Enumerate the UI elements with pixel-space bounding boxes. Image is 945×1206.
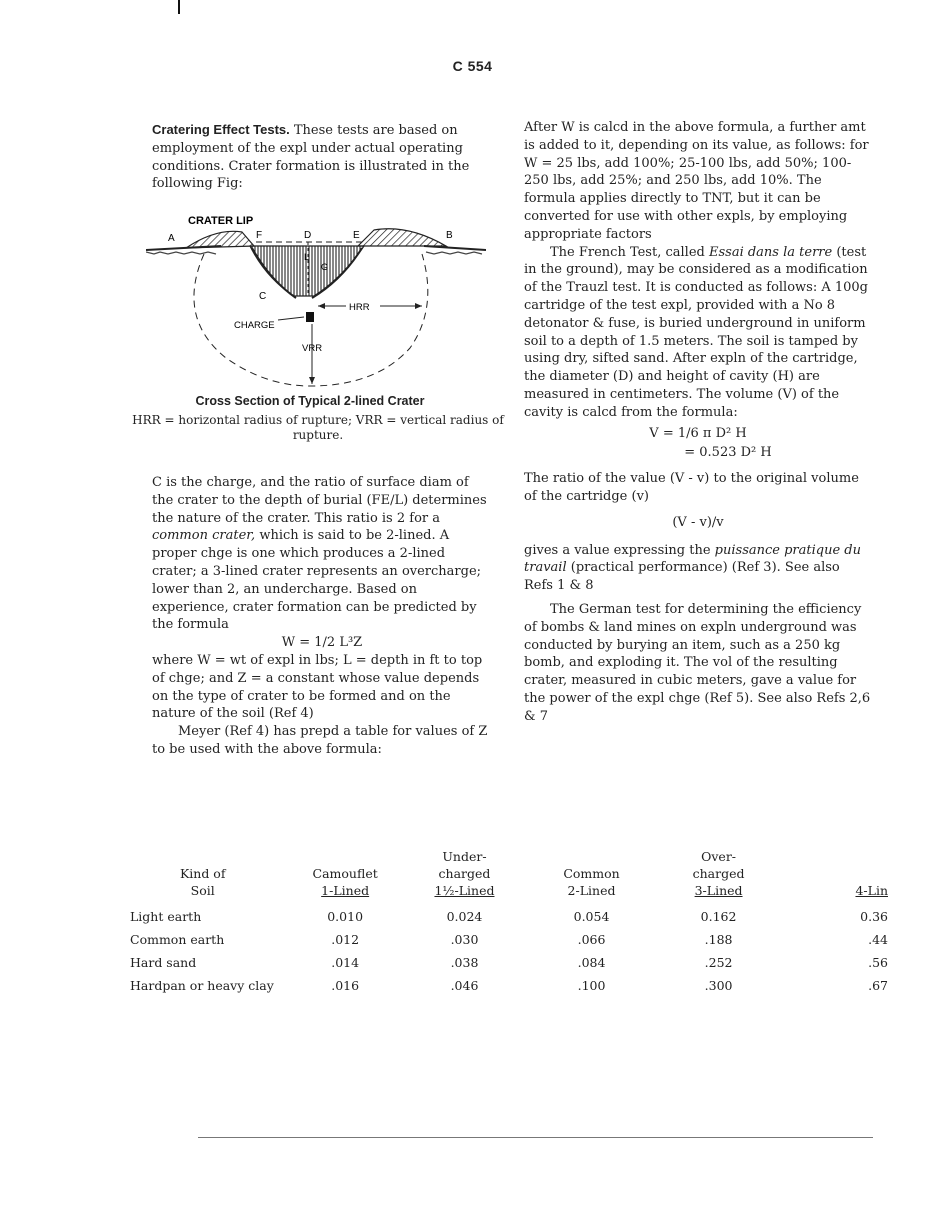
header-line-top [287,848,403,865]
header-line-top: Under- [442,849,487,864]
soil-kind-cell: Light earth [130,909,202,924]
z-value-cell: .038 [450,955,479,970]
label-g: G [321,262,329,272]
para-german: The German test for determining the efficiency of bombs & land mines on expln underground was conducted by burying an item, such as a 250 kg bomb, and exploding it. The vol of the resulting crater, measured in cubic meters, gave a value for the power of the expl chge (Ref 5). See also Refs 2,6 & 7 [524,601,871,724]
right-column [524,119,872,726]
label-b: B [446,230,453,241]
z-value-cell: .046 [450,978,479,993]
label-hrr: HRR [349,302,370,313]
header-sublabel: 1-Lined [321,883,370,898]
header-line-bot [403,882,526,899]
vrr-arrowhead [309,377,315,384]
header-sublabel: 1½-Lined [434,883,495,898]
header-line-top [526,848,657,865]
z-value-cell: .066 [577,932,606,947]
z-value-cell: .030 [450,932,479,947]
gives-term: puissance pratique du travail [524,542,861,576]
header-line-top: Over- [701,849,737,864]
bottom-rule [198,1137,873,1138]
header-line-bot [780,882,888,899]
z-value-cell: .300 [704,978,733,993]
column-header [526,848,657,905]
column-header [657,848,780,905]
label-f: F [256,230,263,241]
table-row [118,974,888,997]
figure-caption: Cross Section of Typical 2-lined Crater [195,394,425,408]
header-line-bot [526,882,657,899]
intro-paragraph [152,121,492,193]
para-after: After W is calcd in the above formula, a further amt is added to it, depending on its value, as follows: for W = 25 lbs, add 100%; 25-100 lbs, add 50%; 100-250 lbs, add 25%; and 250 lbs, add 10%. The formula applies directly to TNT, but it can be converted for use with other expls, by employing appropriate factors [524,120,869,242]
header-line-bot [118,882,287,899]
z-value-cell: 0.010 [327,909,364,924]
header-sublabel: 2-Lined [567,883,616,898]
table-row [118,905,888,928]
z-value-cell: .252 [704,955,733,970]
formula-v2: = 0.523 D² H [684,445,772,461]
soil-kind-cell: Common earth [130,932,225,947]
column-header [287,848,403,905]
header-line-mid [780,865,888,882]
header-line-mid: Kind of [179,866,226,881]
label-c: C [259,291,267,302]
header-sublabel: 4-Lin [855,883,888,898]
gives-a: gives a value expressing the [524,542,711,558]
header-line-bot [287,882,403,899]
z-value-cell: 0.024 [446,909,483,924]
label-vrr: VRR [302,343,323,354]
crater-lip-label: CRATER LIP [188,215,254,227]
header-line-mid: charged [438,866,491,881]
top-margin-mark [178,0,180,14]
z-value-cell: .100 [577,978,606,993]
gives-b: (practical performance) (Ref 3). See also Refs 1 & 8 [524,560,840,594]
formula-w: W = 1/2 L³Z [281,635,363,651]
label-e: E [353,230,360,241]
soil-kind-cell: Hardpan or heavy clay [130,978,274,993]
z-value-cell: .67 [868,978,888,993]
table-row [118,951,888,974]
formula-v1: V = 1/6 π D² H [649,425,747,441]
left-body [152,474,492,759]
header-sublabel: 3-Lined [694,883,743,898]
z-value-cell: .016 [331,978,360,993]
formula-ratio: (V - v)/v [672,514,724,530]
figure-legend: HRR = horizontal radius of rupture; VRR = vertical radius of rupture. [132,413,504,442]
z-value-cell: 0.162 [700,909,737,924]
table-row [118,928,888,951]
page-number: C 554 [452,58,493,74]
header-sublabel: Soil [190,883,215,898]
z-values-table [118,848,888,997]
z-value-cell: .44 [868,932,888,947]
z-value-cell: .188 [704,932,733,947]
para-ratio: The ratio of the value (V - v) to the original volume of the cartridge (v) [524,471,859,504]
z-value-cell: .56 [868,955,888,970]
para-c: C is the charge, and the ratio of surface diam of the crater to the depth of burial (FE/L) determines the nature of the crater. This ratio is 2 for a [152,475,487,526]
soil-kind-cell: Hard sand [130,955,197,970]
para-c-rest: which is said to be 2-lined. A proper chge is one which produces a 2-lined crater; a 3-lined crater represents an overcharge; lower than 2, an undercharge. Based on experience, crater formation can be predicted by the formula [152,528,482,633]
crater-cross-section-figure [146,208,486,393]
french-term: Essai dans la terre [708,244,833,260]
section-heading: Cratering Effect Tests. [152,122,290,137]
charge-mark [306,312,314,322]
para-meyer: Meyer (Ref 4) has prepd a table for values of Z to be used with the above formula: [152,724,488,757]
para-where: where W = wt of expl in lbs; L = depth in ft to top of chge; and Z = a constant whose value depends on the type of crater to be formed and on the nature of the soil (Ref 4) [152,652,483,722]
table-header-row [118,848,888,905]
french-a: The French Test, called [550,244,705,260]
z-value-cell: .084 [577,955,606,970]
french-b: (test in the ground), may be considered as a modification of the Trauzl test. It is conducted as follows: A 100g cartridge of the test expl, provided with a No 8 detonator & fuse, is buried underground in uniform soil to a depth of 1.5 meters. The soil is tamped by using dry, sifted sand. After expln of the cartridge, the diameter (D) and height of cavity (H) are measured in centimeters. The volume (V) of the cavity is calcd from the formula: [524,244,868,420]
column-header [403,848,526,905]
header-line-mid: Camouflet [312,866,378,881]
header-line-bot [657,882,780,899]
common-crater-term: common crater, [152,528,256,544]
header-line-top [118,848,287,865]
z-value-cell: .012 [331,932,360,947]
charge-pointer [278,317,304,320]
table-body [118,905,888,997]
z-value-cell: 0.36 [860,909,888,924]
right-crater-lip [358,229,446,246]
z-value-cell: 0.054 [573,909,610,924]
column-header [118,848,287,905]
left-crater-lip [186,231,254,248]
header-line-mid: charged [692,866,745,881]
z-value-cell: .014 [331,955,360,970]
label-charge: CHARGE [234,320,275,331]
intro-text: These tests are based on employment of the expl under actual operating conditions. Crater formation is illustrated in the following Fig: [152,123,470,192]
header-line-mid: Common [563,866,620,881]
label-d: D [304,230,312,241]
label-a: A [168,233,175,244]
column-header [780,848,888,905]
header-line-top [780,848,888,865]
label-l: L [304,252,310,262]
